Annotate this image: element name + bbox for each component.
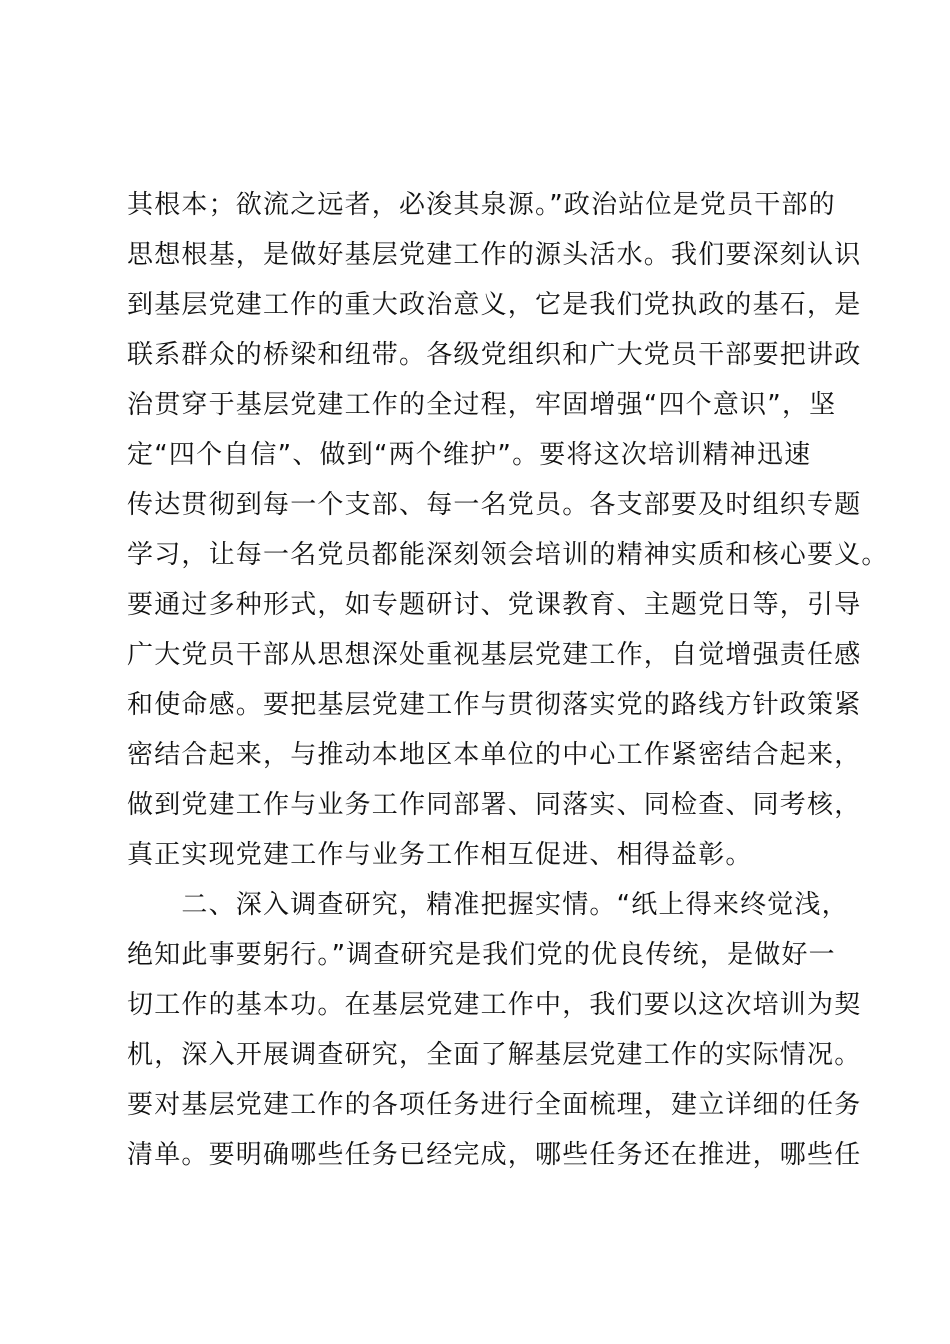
text-line: 切工作的基本功。在基层党建工作中，我们要以这次培训为契 <box>127 990 862 1020</box>
text-line: 清单。要明确哪些任务已经完成，哪些任务还在推进，哪些任 <box>127 1140 862 1170</box>
text-line: 传达贯彻到每一个支部、每一名党员。各支部要及时组织专题 <box>127 490 862 520</box>
text-line: 要通过多种形式，如专题研讨、党课教育、主题党日等，引导 <box>127 590 862 620</box>
text-line: 要对基层党建工作的各项任务进行全面梳理，建立详细的任务 <box>127 1090 862 1120</box>
text-line: 广大党员干部从思想深处重视基层党建工作，自觉增强责任感 <box>127 640 862 670</box>
text-line: 机，深入开展调查研究，全面了解基层党建工作的实际情况。 <box>127 1040 862 1070</box>
text-line: 到基层党建工作的重大政治意义，它是我们党执政的基石，是 <box>127 290 862 320</box>
text-line: 思想根基，是做好基层党建工作的源头活水。我们要深刻认识 <box>127 240 862 270</box>
text-line: 做到党建工作与业务工作同部署、同落实、同检查、同考核， <box>127 790 862 820</box>
body-text <box>127 180 889 1180</box>
text-line: 和使命感。要把基层党建工作与贯彻落实党的路线方针政策紧 <box>127 690 862 720</box>
text-line: 绝知此事要躬行。”调查研究是我们党的优良传统，是做好一 <box>127 940 836 970</box>
text-line: 治贯穿于基层党建工作的全过程，牢固增强“四个意识”，坚 <box>127 390 837 420</box>
text-line: 密结合起来，与推动本地区本单位的中心工作紧密结合起来， <box>127 740 862 770</box>
text-line: 真正实现党建工作与业务工作相互促进、相得益彰。 <box>127 840 753 870</box>
text-line: 定“四个自信”、做到“两个维护”。要将这次培训精神迅速 <box>127 440 812 470</box>
text-line: 其根本；欲流之远者，必浚其泉源。”政治站位是党员干部的 <box>127 190 836 220</box>
text-line: 学习，让每一名党员都能深刻领会培训的精神实质和核心要义。 <box>127 540 889 570</box>
section-heading-line: 二、深入调查研究，精准把握实情。“纸上得来终觉浅， <box>127 890 849 920</box>
text-line: 联系群众的桥梁和纽带。各级党组织和广大党员干部要把讲政 <box>127 340 862 370</box>
